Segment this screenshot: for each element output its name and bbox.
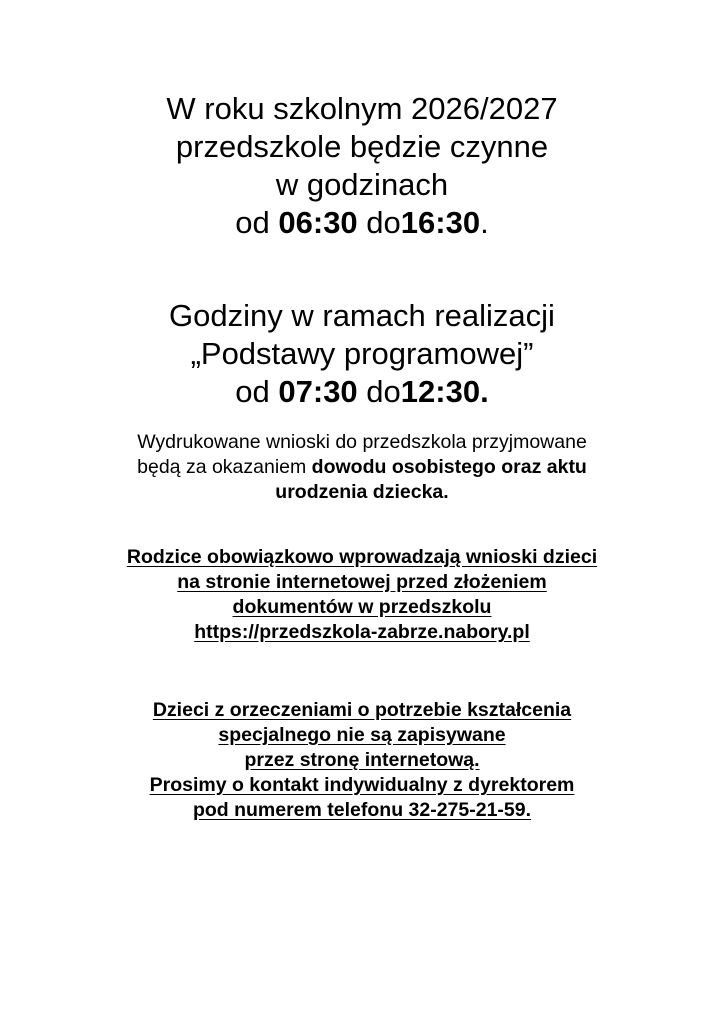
opening-hours-line-2: przedszkole będzie czynne xyxy=(175,129,549,164)
core-to-word: do xyxy=(357,374,401,409)
opening-hours-section xyxy=(0,90,724,242)
opening-from-time: 06:30 xyxy=(278,205,358,240)
documents-line-2-bold: dowodu osobistego oraz aktu xyxy=(311,456,587,478)
core-to-time: 12:30. xyxy=(400,374,489,409)
documents-line-2-prefix: będą za okazaniem xyxy=(137,456,312,478)
phone-number-line: pod numerem telefonu 32-275-21-59. xyxy=(192,799,532,821)
opening-hours-line-1: W roku szkolnym 2026/2027 xyxy=(166,91,558,126)
core-from-word: od xyxy=(235,374,279,409)
special-needs-section xyxy=(0,698,724,823)
opening-to-word: do xyxy=(357,205,401,240)
core-curriculum-section xyxy=(0,297,724,411)
special-needs-line-3: przez stronę internetową. xyxy=(244,749,480,771)
opening-hours-line-3: w godzinach xyxy=(275,167,449,202)
online-registration-line-2: na stronie internetowej przed złożeniem xyxy=(177,571,547,593)
documents-line-1: Wydrukowane wnioski do przedszkola przyjmowane xyxy=(137,431,587,453)
online-registration-line-3: dokumentów w przedszkolu xyxy=(232,596,492,618)
opening-hours-times xyxy=(0,204,724,242)
documents-section xyxy=(0,430,724,505)
documents-line-3: urodzenia dziecka. xyxy=(275,481,449,503)
online-registration-section xyxy=(0,545,724,645)
registration-url-link[interactable]: https://przedszkola-zabrze.nabory.pl xyxy=(194,621,530,643)
special-needs-line-1: Dzieci z orzeczeniami o potrzebie kształcenia xyxy=(152,699,572,721)
special-needs-line-4: Prosimy o kontakt indywidualny z dyrektorem xyxy=(149,774,575,796)
online-registration-line-1: Rodzice obowiązkowo wprowadzają wnioski dzieci xyxy=(126,546,598,568)
opening-end-punct: . xyxy=(480,205,489,240)
opening-from-word: od xyxy=(235,205,279,240)
special-needs-line-2: specjalnego nie są zapisywane xyxy=(218,724,506,746)
opening-to-time: 16:30 xyxy=(400,205,481,240)
core-curriculum-line-1: Godziny w ramach realizacji xyxy=(169,298,555,333)
core-from-time: 07:30 xyxy=(278,374,358,409)
documents-line-2 xyxy=(0,455,724,480)
core-curriculum-line-2: „Podstawy programowej” xyxy=(190,336,534,371)
core-curriculum-times xyxy=(0,373,724,411)
